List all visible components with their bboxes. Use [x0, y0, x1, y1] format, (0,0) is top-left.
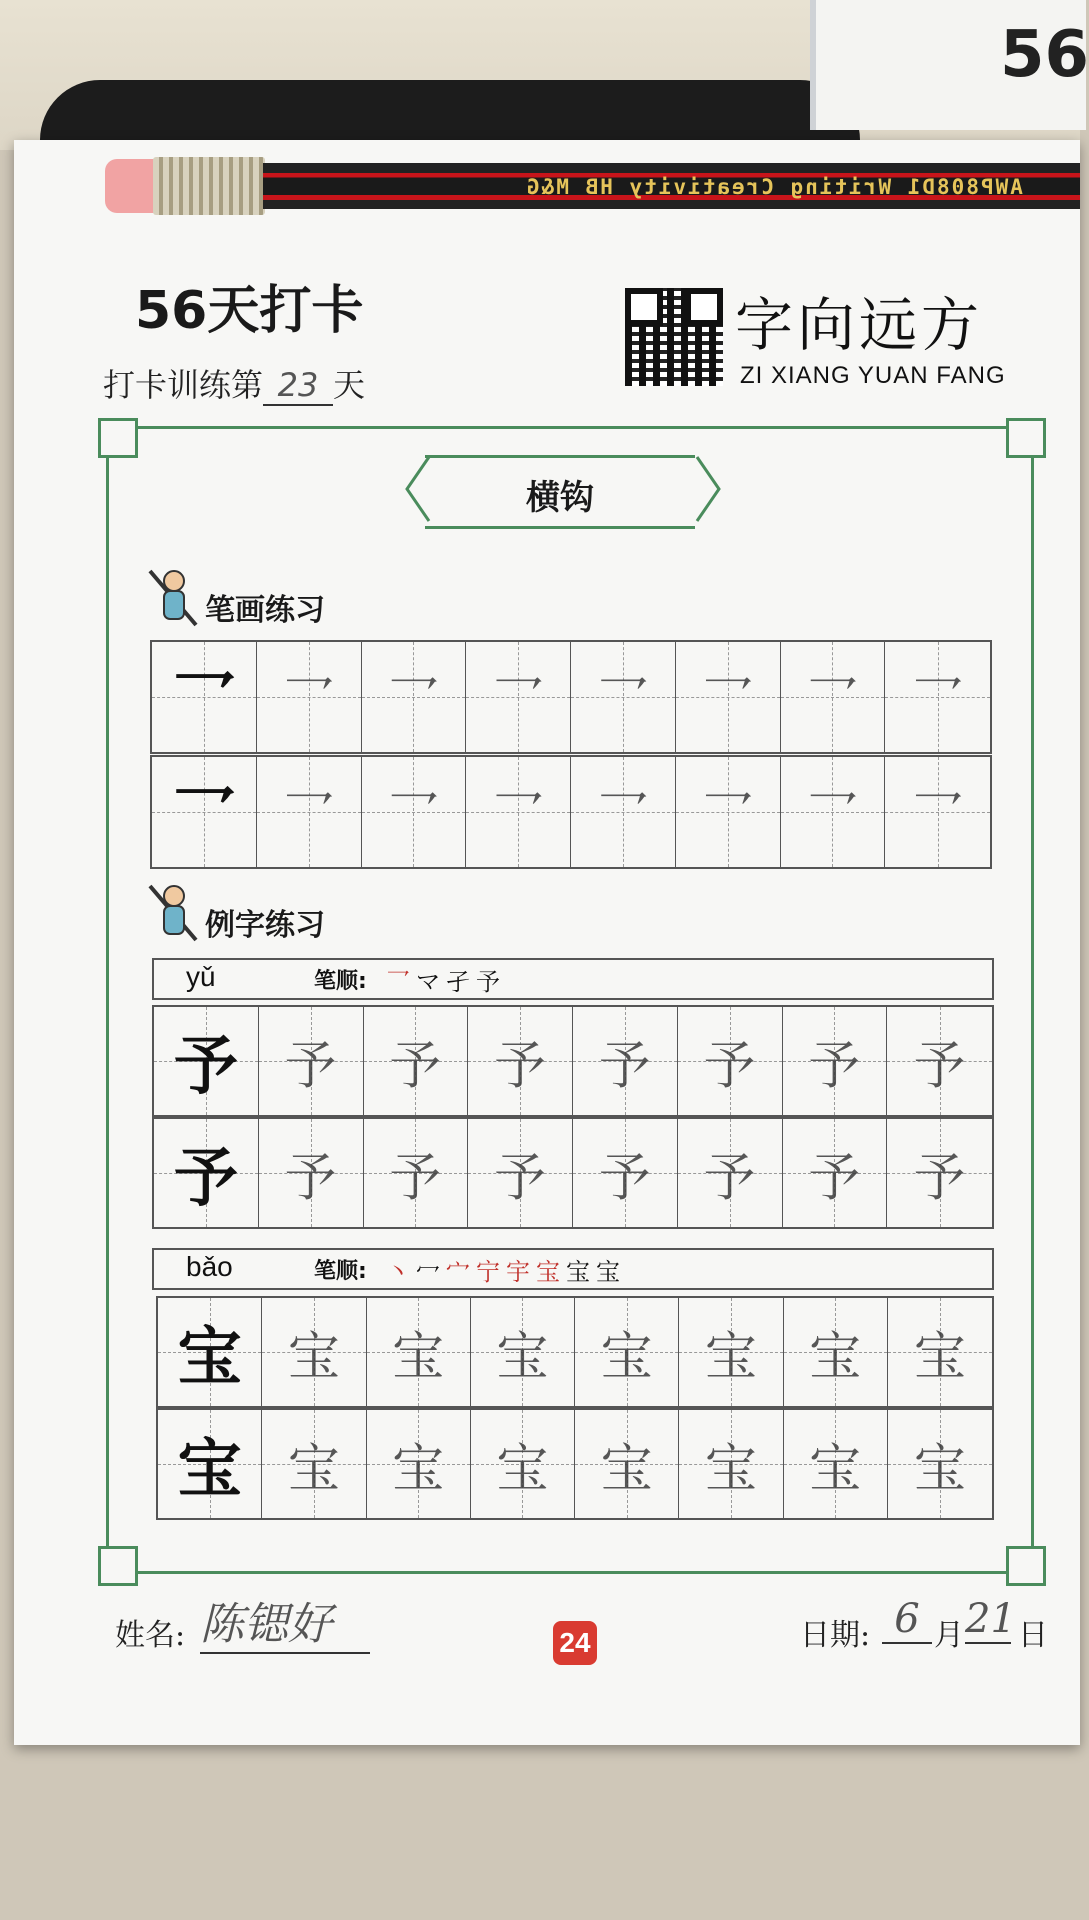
- practice-cell: [257, 757, 362, 867]
- stroke-banner: [425, 455, 695, 529]
- date-day-value: 21: [965, 1596, 1016, 1642]
- handwritten-glyph: 乛: [282, 672, 335, 733]
- model-cell: [154, 1119, 259, 1227]
- stroke-practice-title: 笔画练习: [205, 593, 325, 628]
- handwritten-glyph: 予: [598, 1036, 651, 1097]
- date-label: 日期:: [800, 1618, 871, 1653]
- practice-cell: [783, 1007, 888, 1115]
- stroke-practice-grid-row: [150, 755, 992, 869]
- handwritten-glyph: 宝: [913, 1439, 966, 1500]
- handwritten-glyph: 乛: [596, 672, 649, 733]
- handwritten-glyph: 予: [598, 1148, 651, 1209]
- practice-cell: [678, 1119, 783, 1227]
- handwritten-glyph: 乛: [806, 672, 859, 733]
- training-day-suffix: 天: [333, 366, 366, 404]
- handwritten-glyph: 宝: [704, 1327, 757, 1388]
- banner-right-chevron-icon: [695, 455, 721, 523]
- handwritten-glyph: 予: [389, 1148, 442, 1209]
- practice-cell: [575, 1298, 679, 1406]
- handwritten-glyph: 予: [703, 1036, 756, 1097]
- practice-cell: [257, 642, 362, 752]
- stroke-order-step: 宝: [566, 1258, 596, 1286]
- pencil-eraser: [105, 159, 160, 213]
- practice-cell: [575, 1410, 679, 1518]
- page-title: 56天打卡: [135, 281, 364, 341]
- practice-cell: [262, 1410, 366, 1518]
- char-info-bar: [152, 958, 994, 1000]
- stroke-order-step: 孑: [446, 968, 476, 996]
- scholar-brush-icon: [148, 565, 200, 629]
- handwritten-glyph: 宝: [496, 1327, 549, 1388]
- handwritten-glyph: 予: [494, 1036, 547, 1097]
- frame-corner-ornament: [1006, 1546, 1046, 1586]
- model-glyph: 乛: [171, 780, 236, 855]
- char-practice-grid-row: [156, 1408, 994, 1520]
- handwritten-glyph: 乛: [911, 672, 964, 733]
- practice-cell: [888, 1410, 992, 1518]
- handwritten-glyph: 乛: [806, 787, 859, 848]
- background-card-text: 56: [1000, 18, 1089, 92]
- model-cell: [154, 1007, 259, 1115]
- handwritten-glyph: 予: [284, 1148, 337, 1209]
- model-cell: [158, 1298, 262, 1406]
- handwritten-glyph: 宝: [287, 1327, 340, 1388]
- stroke-order-step: 丶: [386, 1258, 416, 1286]
- practice-cell: [466, 757, 571, 867]
- name-value: 陈锶好: [200, 1588, 370, 1654]
- stroke-order-label: 笔顺:: [314, 969, 367, 994]
- date-month-unit: 月: [934, 1618, 964, 1653]
- training-day-value: 23: [263, 366, 333, 406]
- stroke-order-sequence: [386, 962, 506, 997]
- practice-cell: [571, 642, 676, 752]
- handwritten-glyph: 宝: [809, 1327, 862, 1388]
- handwritten-glyph: 予: [913, 1148, 966, 1209]
- handwritten-glyph: 宝: [496, 1439, 549, 1500]
- page-number-badge: 24: [553, 1621, 597, 1665]
- practice-cell: [471, 1410, 575, 1518]
- handwritten-glyph: 乛: [492, 787, 545, 848]
- handwritten-glyph: 宝: [704, 1439, 757, 1500]
- practice-cell: [259, 1119, 364, 1227]
- practice-cell: [364, 1007, 469, 1115]
- practice-cell: [262, 1298, 366, 1406]
- model-glyph: 予: [173, 1141, 238, 1216]
- handwritten-glyph: 乛: [387, 787, 440, 848]
- brand-name-chinese: 字向远方: [735, 291, 984, 359]
- model-cell: [152, 757, 257, 867]
- stroke-order-step: 予: [476, 968, 506, 996]
- stroke-order-label: 笔顺:: [314, 1259, 367, 1284]
- practice-cell: [471, 1298, 575, 1406]
- practice-cell: [571, 757, 676, 867]
- training-day-prefix: 打卡训练第: [103, 366, 264, 404]
- qr-code-icon: [625, 288, 723, 386]
- handwritten-glyph: 宝: [392, 1327, 445, 1388]
- practice-cell: [468, 1007, 573, 1115]
- practice-cell: [676, 757, 781, 867]
- name-label: 姓名:: [115, 1618, 186, 1653]
- practice-cell: [783, 1119, 888, 1227]
- pencil-label: AWP808D1 Writing Creativity HB M&G: [525, 175, 1023, 199]
- model-glyph: 宝: [177, 1320, 242, 1395]
- stroke-order-step: 宁: [476, 1258, 506, 1286]
- char-info-bar: [152, 1248, 994, 1290]
- handwritten-glyph: 乛: [387, 672, 440, 733]
- model-glyph: 乛: [171, 665, 236, 740]
- stroke-practice-grid-row: [150, 640, 992, 754]
- handwritten-glyph: 宝: [287, 1439, 340, 1500]
- stroke-order-step: 宇: [506, 1258, 536, 1286]
- practice-cell: [466, 642, 571, 752]
- practice-cell: [573, 1119, 678, 1227]
- handwritten-glyph: 宝: [913, 1327, 966, 1388]
- stroke-order-step: 冖: [416, 1258, 446, 1286]
- practice-cell: [679, 1410, 783, 1518]
- practice-cell: [678, 1007, 783, 1115]
- handwritten-glyph: 予: [808, 1148, 861, 1209]
- stroke-order-sequence: [386, 1252, 626, 1287]
- practice-cell: [573, 1007, 678, 1115]
- practice-cell: [676, 642, 781, 752]
- practice-cell: [259, 1007, 364, 1115]
- frame-corner-ornament: [1006, 418, 1046, 458]
- practice-cell: [887, 1119, 992, 1227]
- practice-cell: [362, 757, 467, 867]
- practice-cell: [885, 642, 990, 752]
- handwritten-glyph: 乛: [701, 672, 754, 733]
- model-glyph: 宝: [177, 1432, 242, 1507]
- handwritten-glyph: 予: [913, 1036, 966, 1097]
- date-day-unit: 日: [1018, 1618, 1048, 1653]
- brand-name-pinyin: ZI XIANG YUAN FANG: [740, 362, 1006, 389]
- training-day-line: [103, 360, 365, 406]
- handwritten-glyph: 予: [389, 1036, 442, 1097]
- handwritten-glyph: 予: [703, 1148, 756, 1209]
- char-pinyin: yǔ: [186, 961, 216, 992]
- handwritten-glyph: 宝: [392, 1439, 445, 1500]
- practice-cell: [679, 1298, 783, 1406]
- frame-corner-ornament: [98, 1546, 138, 1586]
- stroke-order-step: 乛: [386, 968, 416, 996]
- pencil: [105, 155, 1080, 217]
- practice-cell: [784, 1298, 888, 1406]
- practice-cell: [362, 642, 467, 752]
- handwritten-glyph: 乛: [911, 787, 964, 848]
- date-month-value: 6: [882, 1596, 932, 1644]
- stroke-order-step: 宀: [446, 1258, 476, 1286]
- practice-cell: [888, 1298, 992, 1406]
- model-glyph: 予: [173, 1029, 238, 1104]
- char-practice-grid-row: [156, 1296, 994, 1408]
- frame-corner-ornament: [98, 418, 138, 458]
- char-practice-grid-row: [152, 1005, 994, 1117]
- practice-cell: [367, 1298, 471, 1406]
- stroke-order-step: マ: [416, 968, 446, 996]
- handwritten-glyph: 乛: [701, 787, 754, 848]
- handwritten-glyph: 宝: [600, 1439, 653, 1500]
- char-pinyin: bǎo: [186, 1251, 233, 1282]
- handwritten-glyph: 宝: [600, 1327, 653, 1388]
- practice-cell: [468, 1119, 573, 1227]
- stroke-banner-label: 横钩: [526, 478, 594, 518]
- practice-cell: [887, 1007, 992, 1115]
- handwritten-glyph: 乛: [282, 787, 335, 848]
- handwritten-glyph: 乛: [492, 672, 545, 733]
- practice-cell: [784, 1410, 888, 1518]
- model-cell: [158, 1410, 262, 1518]
- example-practice-title: 例字练习: [205, 908, 325, 943]
- practice-cell: [367, 1410, 471, 1518]
- practice-cell: [885, 757, 990, 867]
- handwritten-glyph: 乛: [596, 787, 649, 848]
- practice-cell: [364, 1119, 469, 1227]
- handwritten-glyph: 予: [808, 1036, 861, 1097]
- pencil-ferrule: [153, 157, 265, 215]
- practice-cell: [781, 642, 886, 752]
- handwritten-glyph: 予: [284, 1036, 337, 1097]
- stroke-order-step: 宝: [596, 1258, 626, 1286]
- stroke-order-step: 宝: [536, 1258, 566, 1286]
- handwritten-glyph: 宝: [809, 1439, 862, 1500]
- model-cell: [152, 642, 257, 752]
- practice-cell: [781, 757, 886, 867]
- handwritten-glyph: 予: [494, 1148, 547, 1209]
- char-practice-grid-row: [152, 1117, 994, 1229]
- scholar-brush-icon: [148, 880, 200, 944]
